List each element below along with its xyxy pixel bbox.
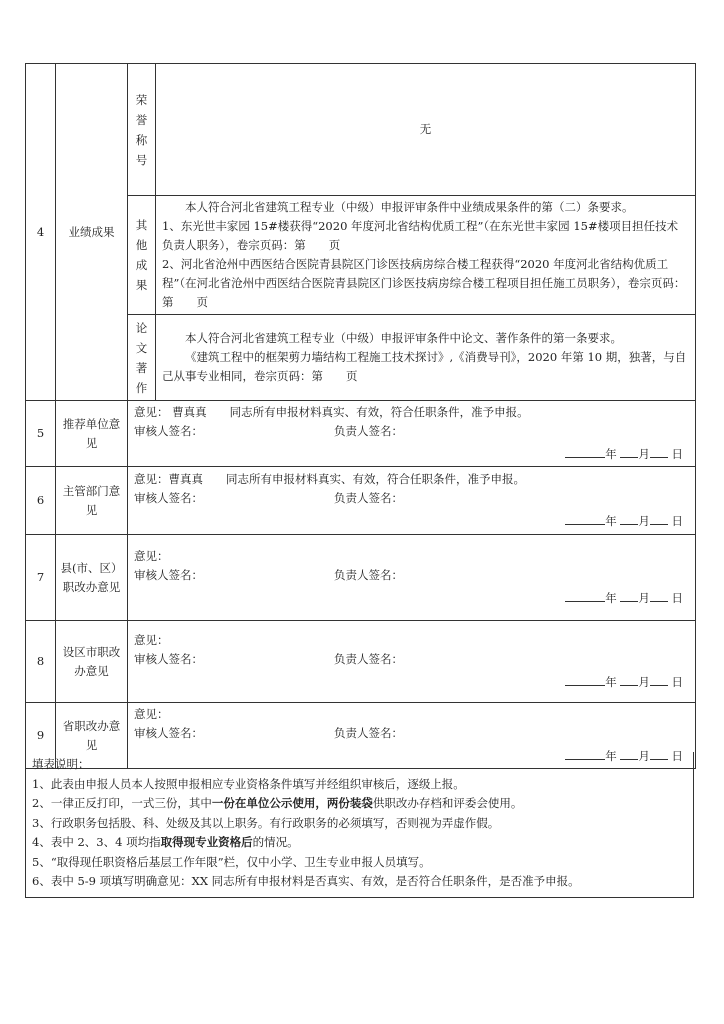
table-row: [26, 535, 696, 621]
other-item-1: 1、东光世丰家园 15#楼获得“2020 年度河北省结构优质工程”（在东光世丰家园 15#楼项目担任技术负责人职务），卷宗页码：第 页: [162, 219, 679, 252]
opinion-text: 意见：: [134, 633, 169, 647]
papers-detail: 《建筑工程中的框架剪力墙结构工程施工技术探讨》,《消费导刊》，2020 年第 10 期，独著，与自己从事专业相同，卷宗页码：第 页: [162, 350, 687, 383]
row-item-label: 推荐单位意见: [56, 401, 128, 467]
opinion-cell: [128, 467, 696, 535]
honor-value: 无: [156, 64, 696, 196]
note-item: 5、“取得现任职资格后基层工作年限”栏，仅中小学、卫生专业申报人员填写。: [32, 854, 431, 869]
leader-signature-label: 负责人签名：: [334, 491, 403, 505]
other-intro: 本人符合河北省建筑工程专业（中级）申报评审条件中业绩成果条件的第（二）条要求。: [185, 200, 634, 214]
note-item: 6、表中 5-9 项填写明确意见：XX 同志所有申报材料是否真实、有效，是否符合任职条件，是否准予申报。: [32, 874, 580, 888]
row-item-label: 设区市职改办意见: [56, 621, 128, 703]
table-row: [26, 621, 696, 703]
papers-label: 论 文 著 作: [128, 315, 156, 401]
row-item-label: 省职改办意见: [56, 703, 128, 769]
row-number: 4: [26, 64, 56, 401]
honor-label: 荣 誉 称 号: [128, 64, 156, 196]
row-number: 9: [26, 703, 56, 769]
note-item: 4、表中 2、3、4 项均指取得现专业资格后的情况。: [32, 835, 299, 849]
row-item-label: 业绩成果: [56, 64, 128, 401]
opinion-text: 意见：曹真真 同志所有申报材料真实、有效，符合任职条件，准予申报。: [134, 472, 525, 486]
opinion-cell: [128, 401, 696, 467]
date-line: 年 月 日: [134, 747, 689, 766]
filling-instructions: [25, 752, 694, 898]
reviewer-signature-label: 审核人签名：: [134, 424, 203, 438]
leader-signature-label: 负责人签名：: [334, 424, 403, 438]
leader-signature-label: 负责人签名：: [334, 652, 403, 666]
reviewer-signature-label: 审核人签名：: [134, 652, 203, 666]
table-row: [26, 64, 696, 196]
other-achievements-content: [156, 196, 696, 315]
papers-intro: 本人符合河北省建筑工程专业（中级）申报评审条件中论文、著作条件的第一条要求。: [185, 331, 622, 345]
row-item-label: 县(市、区）职改办意见: [56, 535, 128, 621]
date-line: 年 月 日: [134, 512, 689, 531]
reviewer-signature-label: 审核人签名：: [134, 568, 203, 582]
row-number: 7: [26, 535, 56, 621]
opinion-text: 意见： 曹真真 同志所有申报材料真实、有效，符合任职条件，准予申报。: [134, 405, 529, 419]
opinion-cell: [128, 535, 696, 621]
leader-signature-label: 负责人签名：: [334, 726, 403, 740]
reviewer-signature-label: 审核人签名：: [134, 726, 203, 740]
notes-title: 填表说明：: [32, 757, 90, 771]
opinion-text: 意见：: [134, 707, 169, 721]
date-line: 年 月 日: [134, 445, 689, 464]
date-line: 年 月 日: [134, 589, 689, 608]
papers-content: [156, 315, 696, 401]
other-achievements-label: 其 他 成 果: [128, 196, 156, 315]
row-item-label: 主管部门意见: [56, 467, 128, 535]
application-table: [25, 63, 696, 769]
leader-signature-label: 负责人签名：: [334, 568, 403, 582]
table-row: [26, 401, 696, 467]
other-item-2: 2、河北省沧州中西医结合医院青县院区门诊医技病房综合楼工程获得“2020 年度河北省结构优质工程”（在河北省沧州中西医结合医院青县院区门诊医技病房综合楼工程项目担任施工员职务），卷宗页码：第 页: [162, 257, 686, 309]
opinion-text: 意见：: [134, 549, 169, 563]
note-item: 1、此表由申报人员本人按照申报相应专业资格条件填写并经组织审核后，逐级上报。: [32, 776, 465, 791]
row-number: 5: [26, 401, 56, 467]
note-item: 2、一律正反打印，一式三份，其中一份在单位公示使用，两份装袋供职改办存档和评委会使用。: [32, 796, 523, 810]
opinion-cell: [128, 621, 696, 703]
reviewer-signature-label: 审核人签名：: [134, 491, 203, 505]
date-line: 年 月 日: [134, 673, 689, 692]
row-number: 6: [26, 467, 56, 535]
row-number: 8: [26, 621, 56, 703]
note-item: 3、行政职务包括股、科、处级及其以上职务。有行政职务的必须填写，否则视为弄虚作假。: [32, 815, 500, 830]
table-row: [26, 467, 696, 535]
